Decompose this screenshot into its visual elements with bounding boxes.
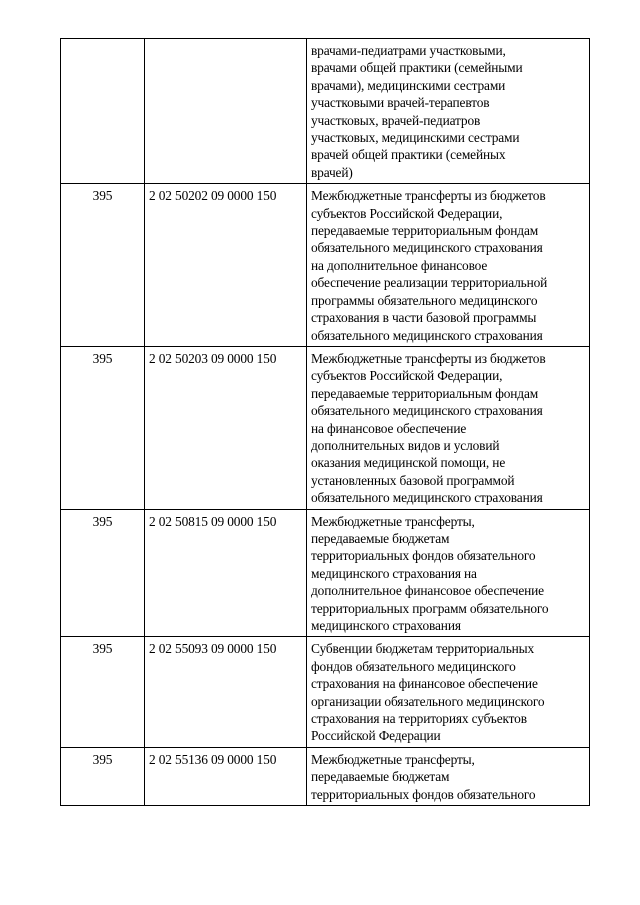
revenue-name-line: оказания медицинской помощи, не	[311, 455, 506, 471]
budget-classification-code-cell: 2 02 55136 09 0000 150	[145, 747, 307, 805]
revenue-name-line: передаваемые территориальным фондам	[311, 385, 539, 401]
admin-code-cell	[61, 39, 145, 184]
table-row	[61, 346, 590, 509]
budget-classification-code-cell: 2 02 55093 09 0000 150	[145, 637, 307, 747]
table-row	[61, 184, 590, 347]
revenue-name-cell	[307, 184, 590, 347]
revenue-name-line: Межбюджетные трансферты из бюджетов	[311, 188, 546, 204]
budget-classification-code-cell: 2 02 50815 09 0000 150	[145, 509, 307, 637]
revenue-name-line: установленных базовой программой	[311, 472, 515, 488]
revenue-name-line: организации обязательного медицинского	[311, 693, 545, 709]
revenue-name-line: передаваемые бюджетам	[311, 769, 450, 785]
budget-classification-code-cell: 2 02 50203 09 0000 150	[145, 346, 307, 509]
revenue-name-line: страхования на финансовое обеспечение	[311, 676, 538, 692]
revenue-name-line: на финансовое обеспечение	[311, 420, 467, 436]
revenue-name-line: врачей общей практики (семейных	[311, 147, 506, 163]
revenue-name-line: обязательного медицинского страхования	[311, 490, 543, 506]
revenue-name-line: Межбюджетные трансферты из бюджетов	[311, 350, 546, 366]
revenue-name-cell	[307, 346, 590, 509]
revenue-name-line: страхования на территориях субъектов	[311, 711, 527, 727]
revenue-name-line: медицинского страхования	[311, 618, 461, 633]
revenue-name-line: обязательного медицинского страхования	[311, 327, 543, 343]
table-body	[61, 39, 590, 806]
revenue-name-line: Межбюджетные трансферты,	[311, 513, 475, 529]
revenue-name-line: территориальных фондов обязательного	[311, 548, 536, 564]
table-row	[61, 747, 590, 805]
revenue-name-line: участковых, врачей-педиатров	[311, 112, 481, 128]
revenue-name-line: программы обязательного медицинского	[311, 292, 538, 308]
revenue-name-line: обеспечение реализации территориальной	[311, 275, 548, 291]
revenue-name-line: территориальных программ обязательного	[311, 600, 549, 616]
table-row	[61, 39, 590, 184]
budget-codes-table	[60, 38, 590, 806]
admin-code-cell: 395	[61, 509, 145, 637]
revenue-name-line: участковыми врачей-терапевтов	[311, 95, 490, 111]
table-row	[61, 637, 590, 747]
admin-code-cell: 395	[61, 637, 145, 747]
revenue-name-line: участковых, медицинскими сестрами	[311, 130, 520, 146]
admin-code-cell: 395	[61, 747, 145, 805]
revenue-name-line: передаваемые территориальным фондам	[311, 223, 539, 239]
revenue-name-line: страхования в части базовой программы	[311, 310, 537, 326]
revenue-name-cell	[307, 509, 590, 637]
revenue-name-line: врачами общей практики (семейными	[311, 60, 523, 76]
revenue-name-line: Межбюджетные трансферты,	[311, 751, 475, 767]
table-row	[61, 509, 590, 637]
revenue-name-line: дополнительных видов и условий	[311, 437, 500, 453]
admin-code-cell: 395	[61, 346, 145, 509]
revenue-name-line: передаваемые бюджетам	[311, 530, 450, 546]
revenue-name-line: обязательного медицинского страхования	[311, 403, 543, 419]
admin-code-cell: 395	[61, 184, 145, 347]
revenue-name-line: Субвенции бюджетам территориальных	[311, 641, 535, 657]
revenue-name-line: дополнительное финансовое обеспечение	[311, 583, 544, 599]
revenue-name-line: фондов обязательного медицинского	[311, 658, 516, 674]
budget-classification-code-cell: 2 02 50202 09 0000 150	[145, 184, 307, 347]
revenue-name-line: на дополнительное финансовое	[311, 257, 488, 273]
revenue-name-line: субъектов Российской Федерации,	[311, 368, 503, 384]
revenue-name-line: врачами), медицинскими сестрами	[311, 77, 506, 93]
revenue-name-line: врачами-педиатрами участковыми,	[311, 43, 506, 58]
revenue-name-cell	[307, 747, 590, 805]
revenue-name-line: субъектов Российской Федерации,	[311, 205, 503, 221]
revenue-name-line: обязательного медицинского страхования	[311, 240, 543, 256]
revenue-name-cell	[307, 637, 590, 747]
revenue-name-line: Российской Федерации	[311, 728, 441, 744]
revenue-name-line: врачей)	[311, 164, 353, 180]
revenue-name-line: территориальных фондов обязательного	[311, 786, 536, 802]
revenue-name-cell	[307, 39, 590, 184]
revenue-name-line: медицинского страхования на	[311, 565, 477, 581]
budget-classification-code-cell	[145, 39, 307, 184]
